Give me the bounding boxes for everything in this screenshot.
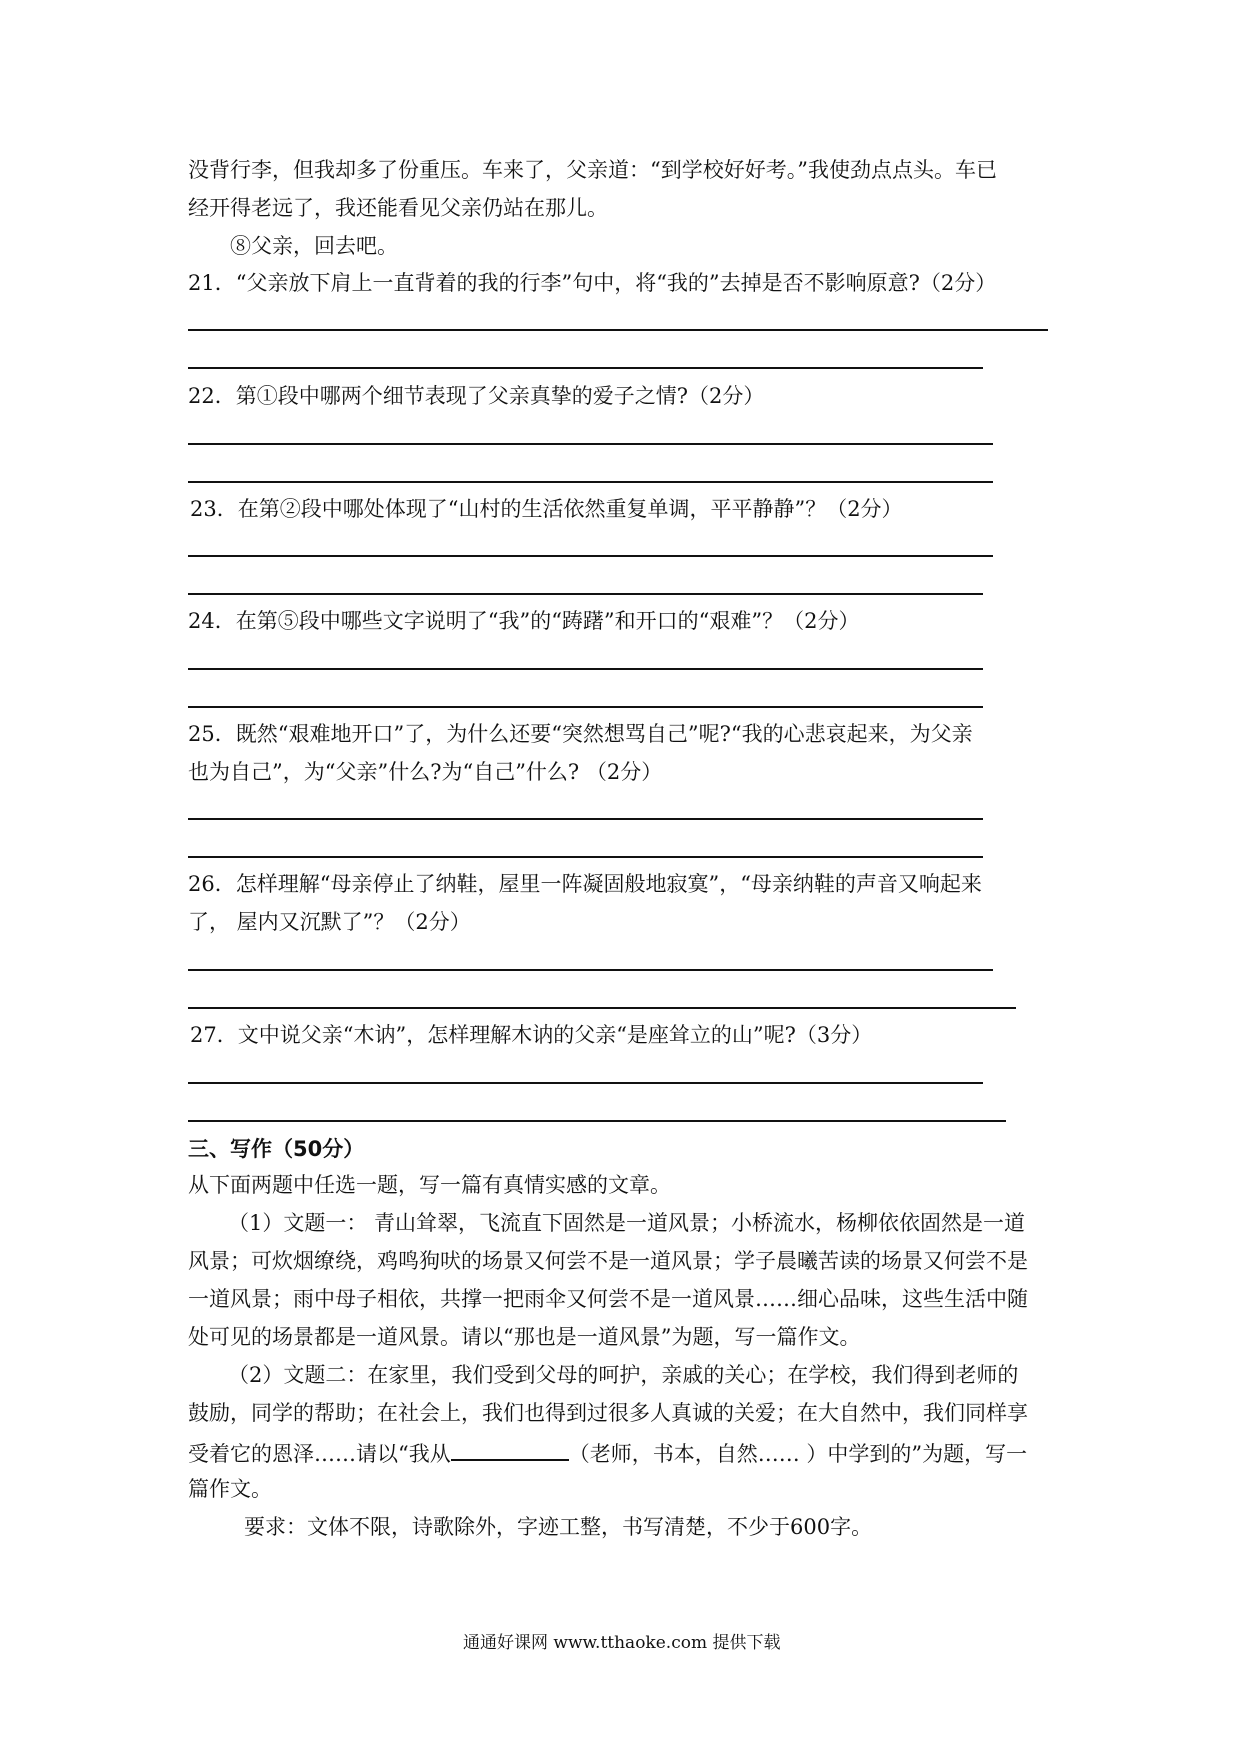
answer-line <box>188 856 983 858</box>
topic-1-line: 一道风景；雨中母子相依，共撑一把雨伞又何尝不是一道风景……细心品味，这些生活中随 <box>188 1287 1028 1311</box>
question-21: 21．“父亲放下肩上一直背着的我的行李”句中，将“我的”去掉是否不影响原意?（2分） <box>188 271 997 295</box>
answer-line <box>188 555 993 557</box>
section-heading: 三、写作（50分） <box>188 1137 365 1161</box>
question-27: 27．文中说父亲“木讷”，怎样理解木讷的父亲“是座耸立的山”呢?（3分） <box>190 1023 873 1047</box>
topic-1-line: 风景；可炊烟缭绕，鸡鸣狗吠的场景又何尝不是一道风景；学子晨曦苦读的场景又何尝不是 <box>188 1249 1028 1273</box>
topic-2-text: 受着它的恩泽……请以“我从 <box>188 1442 451 1466</box>
answer-line <box>188 668 983 670</box>
passage-line: 没背行李，但我却多了份重压。车来了，父亲道：“到学校好好考。”我使劲点点头。车已 <box>188 158 997 182</box>
answer-line <box>188 367 983 369</box>
answer-line <box>188 706 983 708</box>
fill-in-blank <box>451 1441 569 1461</box>
topic-2-text: （老师，书本，自然…… ）中学到的”为题，写一 <box>568 1442 1028 1466</box>
answer-line <box>188 443 993 445</box>
passage-paragraph-8: ⑧父亲，回去吧。 <box>230 234 398 258</box>
answer-line <box>188 969 993 971</box>
question-24: 24．在第⑤段中哪些文字说明了“我”的“踌躇”和开口的“艰难”？（2分） <box>188 609 860 633</box>
question-22: 22．第①段中哪两个细节表现了父亲真挚的爱子之情?（2分） <box>188 384 765 408</box>
question-26-line: 26．怎样理解“母亲停止了纳鞋，屋里一阵凝固般地寂寞”，“母亲纳鞋的声音又响起来 <box>188 872 982 896</box>
page-footer: 通通好课网 www.tthaoke.com 提供下载 <box>463 1633 781 1653</box>
question-25-line: 25．既然“艰难地开口”了，为什么还要“突然想骂自己”呢?“我的心悲哀起来，为父亲 <box>188 722 973 746</box>
writing-requirement: 要求：文体不限，诗歌除外，字迹工整，书写清楚，不少于600字。 <box>244 1515 873 1539</box>
answer-line <box>188 818 983 820</box>
topic-2-line: 篇作文。 <box>188 1477 272 1501</box>
topic-2-line: 鼓励，同学的帮助；在社会上，我们也得到过很多人真诚的关爱；在大自然中，我们同样享 <box>188 1401 1028 1425</box>
answer-line <box>188 329 1048 331</box>
topic-2-line: （2）文题二：在家里，我们受到父母的呵护，亲戚的关心；在学校，我们得到老师的 <box>228 1363 1019 1387</box>
answer-line <box>188 1120 1006 1122</box>
question-25-line: 也为自己”，为“父亲”什么?为“自己”什么? （2分） <box>188 760 663 784</box>
writing-intro: 从下面两题中任选一题，写一篇有真情实感的文章。 <box>188 1173 671 1197</box>
answer-line <box>188 1007 1016 1009</box>
topic-1-line: （1）文题一： 青山耸翠，飞流直下固然是一道风景；小桥流水，杨柳依依固然是一道 <box>228 1211 1026 1235</box>
topic-1-line: 处可见的场景都是一道风景。请以“那也是一道风景”为题，写一篇作文。 <box>188 1325 861 1349</box>
topic-2-line <box>188 1441 1027 1465</box>
answer-line <box>188 593 983 595</box>
answer-line <box>188 1082 983 1084</box>
question-23: 23．在第②段中哪处体现了“山村的生活依然重复单调，平平静静”？（2分） <box>190 497 903 521</box>
question-26-line: 了， 屋内又沉默了”？（2分） <box>188 910 471 934</box>
answer-line <box>188 481 993 483</box>
passage-line: 经开得老远了，我还能看见父亲仍站在那儿。 <box>188 196 608 220</box>
